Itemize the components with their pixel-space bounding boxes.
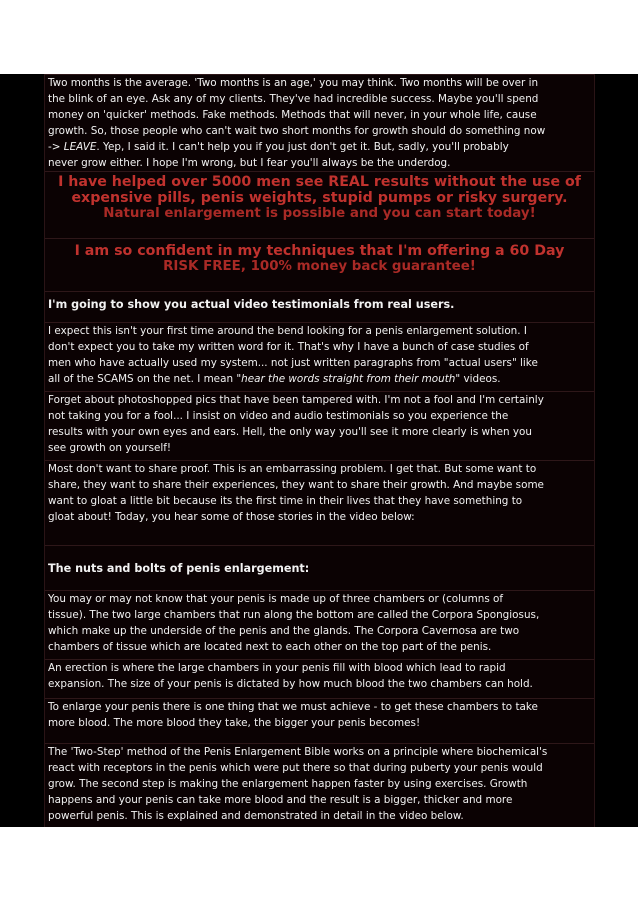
text-fragment: videos.: [463, 372, 501, 385]
section-heading-nuts-bolts: The nuts and bolts of penis enlargement:: [48, 562, 310, 575]
text-line: react with receptors in the penis which were put there so that during puberty your penis would: [48, 761, 543, 774]
paragraph-expect: [45, 322, 594, 390]
text-line: share, they want to share their experiences, they want to share their growth. And maybe some: [48, 478, 544, 491]
section-heading-testimonials: I'm going to show you actual video testimonials from real users.: [45, 291, 594, 321]
guarantee-line: I am so confident in my techniques that I'm offering a 60 Day: [74, 243, 565, 259]
text-line: want to gloat a little bit because its the first time in their lives that they have something to: [48, 494, 523, 507]
text-line: grow. The second step is making the enlargement happen faster by using exercises. Growth: [48, 777, 528, 790]
text-line: expansion. The size of your penis is dictated by how much blood the two chambers can hold.: [48, 677, 533, 690]
text-line: I expect this isn't your first time around the bend looking for a penis enlargement solution. I: [48, 325, 527, 337]
guarantee-line: RISK FREE, 100% money back guarantee!: [163, 259, 476, 274]
text-line: results with your own eyes and ears. Hell, the only way you'll see it more clearly is when you: [48, 425, 533, 438]
promo-line: expensive pills, penis weights, stupid pumps or risky surgery.: [71, 190, 568, 206]
text-line: growth. So, those people who can't wait two short months for growth should do something now: [48, 124, 546, 137]
text-line: Two months is the average. 'Two months is an age,' you may think. Two months will be over in: [48, 77, 539, 89]
text-line: To enlarge your penis there is one thing that we must achieve - to get these chambers to take: [48, 701, 538, 713]
promo-line: I have helped over 5000 men see REAL results without the use of: [58, 174, 581, 190]
text-line: which make up the underside of the penis and the glands. The Corpora Cavernosa are two: [48, 624, 520, 637]
text-line: An erection is where the large chambers in your penis fill with blood which lead to rapid: [48, 662, 506, 674]
text-line: powerful penis. This is explained and demonstrated in detail in the video below.: [48, 809, 464, 822]
text-line: Forget about photoshopped pics that have been tampered with. I'm not a fool and I'm certainly: [48, 394, 544, 406]
paragraph-most: [45, 460, 594, 544]
promo-callout: [45, 171, 594, 237]
text-line: money on 'quicker' methods. Fake methods. Methods that will never, in your whole life, cause: [48, 108, 537, 121]
guarantee-callout: [45, 238, 594, 290]
text-line: see growth on yourself!: [48, 441, 172, 454]
arrow-text: ->: [48, 140, 61, 153]
text-line: not taking you for a fool... I insist on video and audio testimonials so you experience the: [48, 409, 509, 422]
text-line: The 'Two-Step' method of the Penis Enlargement Bible works on a principle where biochemical's: [48, 746, 548, 758]
promo-line: Natural enlargement is possible and you can start today!: [103, 206, 536, 221]
text-line: men who have actually used my system... not just written paragraphs from "actual users" like: [48, 356, 538, 369]
page-background: [0, 74, 638, 827]
text-line: You may or may not know that your penis is made up of three chambers or (columns of: [48, 593, 504, 605]
content-column: [44, 74, 595, 827]
text-fragment: all of the SCAMS on the net. I mean: [48, 372, 234, 385]
text-line: [48, 140, 591, 156]
text-line: [48, 372, 591, 388]
text-line: chambers of tissue which are located next to each other on the top part of the penis.: [48, 640, 492, 653]
quote-emphasis: "hear the words straight from their mouth": [236, 372, 461, 385]
paragraph-two-step: [45, 743, 594, 827]
paragraph-forget: [45, 391, 594, 459]
text-line: tissue). The two large chambers that run along the bottom are called the Corpora Spongiosus,: [48, 608, 540, 621]
text-line: never grow either. I hope I'm wrong, but I fear you'll always be the underdog.: [48, 156, 451, 168]
text-line: more blood. The more blood they take, the bigger your penis becomes!: [48, 716, 421, 729]
text-fragment: . Yep, I said it. I can't help you if you just don't get it. But, sadly, you'll probably: [96, 140, 509, 153]
paragraph-erection: [45, 659, 594, 697]
paragraph-chambers: [45, 590, 594, 658]
text-line: gloat about! Today, you hear some of those stories in the video below:: [48, 510, 415, 523]
text-line: the blink of an eye. Ask any of my clients. They've had incredible success. Maybe you'll spend: [48, 92, 539, 105]
leave-emphasis: LEAVE: [63, 140, 97, 153]
paragraph-enlarge: [45, 698, 594, 742]
intro-paragraph: [45, 74, 594, 168]
text-line: happens and your penis can take more blood and the result is a bigger, thicker and more: [48, 793, 513, 806]
text-line: Most don't want to share proof. This is an embarrassing problem. I get that. But some want to: [48, 463, 537, 475]
text-line: don't expect you to take my written word for it. That's why I have a bunch of case studies of: [48, 340, 529, 353]
